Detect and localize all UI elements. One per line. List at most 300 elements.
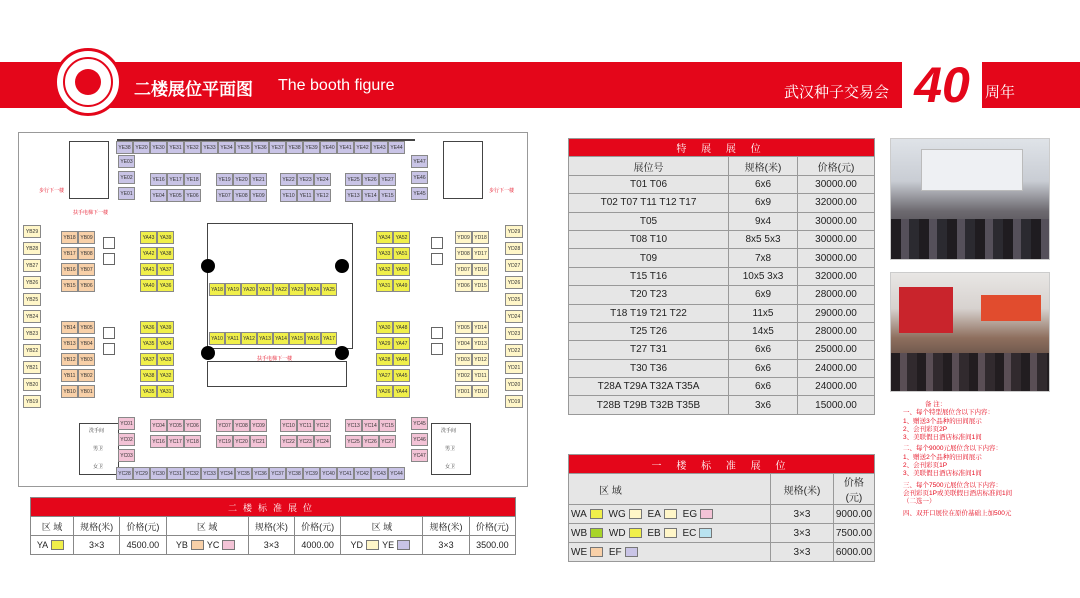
cell-price: 30000.00 — [798, 175, 875, 193]
column-block — [431, 327, 443, 339]
price-cell: 6000.00 — [833, 543, 874, 562]
booth-ye: YE46 — [411, 171, 428, 184]
booth-ya: YA12 — [241, 332, 257, 345]
ye-swatch — [397, 540, 410, 550]
booth-yd: YD10 — [472, 385, 489, 398]
note-line: 三、每个7500元展位含以下内容： — [903, 481, 1002, 489]
cell-price: 15000.00 — [798, 396, 875, 414]
stairs-left-label: 扶手电梯下一楼 — [73, 210, 109, 216]
table-row — [569, 230, 875, 248]
column-block — [431, 237, 443, 249]
booth-yc: YC12 — [314, 419, 331, 432]
booth-ye: YE20 — [233, 173, 250, 186]
booth-ye: YE38 — [116, 141, 133, 154]
page-title-cn: 二楼展位平面图 — [134, 80, 253, 99]
booth-ya: YA11 — [225, 332, 241, 345]
booth-ye: YE07 — [216, 189, 233, 202]
note-line: 1、赠送2个品种的田间展示 — [903, 453, 982, 461]
booth-ya: YA39 — [157, 231, 174, 244]
booth-yd: YD05 — [455, 321, 472, 334]
booth-yb: YB17 — [61, 247, 78, 260]
booth-ye: YE18 — [184, 173, 201, 186]
booth-ya: YA22 — [273, 283, 289, 296]
booth-yd: YD07 — [455, 263, 472, 276]
note-line: 四、双开口展位在原价基础上加500元 — [903, 509, 1012, 517]
cell-spec: 7x8 — [729, 249, 798, 267]
booth-yd: YD06 — [455, 279, 472, 292]
cell-no: T28A T29A T32A T35A — [569, 378, 729, 396]
men-room-label: 男卫 — [445, 446, 456, 452]
booth-yb: YB05 — [78, 321, 95, 334]
booth-ye: YE08 — [233, 189, 250, 202]
seed-emblem-icon — [75, 69, 101, 95]
note-line: 二、每个9000元展位含以下内容： — [903, 445, 1002, 453]
booth-ya: YA10 — [209, 332, 225, 345]
table-row — [569, 267, 875, 285]
booth-yc: YC23 — [297, 435, 314, 448]
cell-spec: 8x5 5x3 — [729, 230, 798, 248]
booth-yd: YD22 — [505, 344, 523, 357]
booth-yb: YB07 — [78, 263, 95, 276]
escalator-outline — [207, 361, 347, 387]
cell-no: T28B T29B T32B T35B — [569, 396, 729, 414]
anniversary-label: 武汉种子交易会 — [784, 84, 890, 101]
booth-ye: YE01 — [118, 187, 135, 200]
booth-ye: YC29 — [133, 467, 150, 480]
booth-ya: YA52 — [393, 231, 410, 244]
booth-yc: YC25 — [345, 435, 362, 448]
eb-swatch — [664, 528, 677, 538]
cell-price: 24000.00 — [798, 359, 875, 377]
floor-plan — [18, 132, 528, 487]
booth-yc: YC09 — [250, 419, 267, 432]
escalator-label: 扶手电梯下一楼 — [257, 356, 293, 362]
booth-yd: YD27 — [505, 259, 523, 272]
note-line: 2、会刊彩页2P — [903, 425, 948, 433]
table-title: 一 楼 标 准 展 位 — [569, 455, 875, 474]
column-block — [103, 327, 115, 339]
area-yd-ye — [341, 536, 423, 555]
booth-ya: YA46 — [393, 353, 410, 366]
booth-yb: YB10 — [61, 385, 78, 398]
special-booth-table — [568, 138, 875, 415]
booth-ye: YE21 — [250, 173, 267, 186]
booth-ya: YA32 — [157, 369, 174, 382]
washroom-left-label: 洗手间 — [89, 428, 105, 434]
booth-ye: YE36 — [252, 141, 269, 154]
booth-yc: YC17 — [167, 435, 184, 448]
cell-price: 28000.00 — [798, 322, 875, 340]
ea-swatch — [664, 509, 677, 519]
wb-swatch — [590, 528, 603, 538]
booth-ye: YE15 — [379, 189, 396, 202]
booth-yd: YD20 — [505, 378, 523, 391]
table-title: 特 展 展 位 — [569, 139, 875, 157]
booth-yd: YD15 — [472, 279, 489, 292]
booth-yc: YC24 — [314, 435, 331, 448]
booth-ye: YC30 — [150, 467, 167, 480]
col-booth-no: 展位号 — [569, 157, 729, 175]
booth-ye: YE42 — [354, 141, 371, 154]
booth-yc: YC13 — [345, 419, 362, 432]
booth-ye: YE13 — [345, 189, 362, 202]
col-spec: 规格(米) — [771, 474, 834, 505]
booth-yd: YB20 — [23, 378, 41, 391]
cell-no: T15 T16 — [569, 267, 729, 285]
pillar — [335, 346, 349, 360]
booth-ye: YE44 — [388, 141, 405, 154]
booth-ye: YE12 — [314, 189, 331, 202]
booth-yc: YC27 — [379, 435, 396, 448]
booth-ye: YE05 — [167, 189, 184, 202]
table-row — [569, 194, 875, 212]
booth-ya: YA30 — [376, 321, 393, 334]
booth-yd: YD08 — [455, 247, 472, 260]
booth-yd: YD18 — [472, 231, 489, 244]
booth-ye: YE38 — [286, 141, 303, 154]
booth-ye: YE03 — [118, 155, 135, 168]
col-price: 价格(元) — [798, 157, 875, 175]
booth-ye: YC44 — [388, 467, 405, 480]
cell-no: T09 — [569, 249, 729, 267]
cell-price: 24000.00 — [798, 378, 875, 396]
booth-yd: YD16 — [472, 263, 489, 276]
booth-yb: YB02 — [78, 369, 95, 382]
cell-spec: 6x9 — [729, 286, 798, 304]
booth-ya: YA41 — [140, 263, 157, 276]
booth-ye: YC40 — [320, 467, 337, 480]
booth-ya: YA29 — [376, 337, 393, 350]
booth-yd: YB24 — [23, 310, 41, 323]
booth-yb: YB11 — [61, 369, 78, 382]
booth-ye: YE11 — [297, 189, 314, 202]
booth-yc: YC11 — [297, 419, 314, 432]
col-price: 价格(元) — [469, 517, 515, 536]
col-spec: 规格(米) — [74, 517, 120, 536]
table-row — [569, 359, 875, 377]
booth-yd: YD11 — [472, 369, 489, 382]
booth-yb: YB08 — [78, 247, 95, 260]
booth-ye: YE43 — [371, 141, 388, 154]
booth-ye: YE31 — [167, 141, 184, 154]
area-yb-yc — [166, 536, 248, 555]
booth-ye: YE24 — [314, 173, 331, 186]
wd-swatch — [629, 528, 642, 538]
col-area: 区 域 — [31, 517, 74, 536]
note-line: 一、每个特型展位含以下内容： — [903, 409, 994, 417]
col-spec: 规格(米) — [729, 157, 798, 175]
col-price: 价格(元) — [120, 517, 166, 536]
booth-yb: YB15 — [61, 279, 78, 292]
cell-spec: 10x5 3x3 — [729, 267, 798, 285]
col-spec: 规格(米) — [423, 517, 469, 536]
ya-swatch — [51, 540, 64, 550]
booth-ye: YC36 — [252, 467, 269, 480]
booth-ya: YA17 — [321, 332, 337, 345]
price-cell: 9000.00 — [833, 505, 874, 524]
booth-ya: YA43 — [140, 231, 157, 244]
cell-price: 25000.00 — [798, 341, 875, 359]
table-row — [569, 212, 875, 230]
booth-ye: YE23 — [297, 173, 314, 186]
booth-yd: YD24 — [505, 310, 523, 323]
eg-swatch — [700, 509, 713, 519]
cell-no: T20 T23 — [569, 286, 729, 304]
booth-yc: YC22 — [280, 435, 297, 448]
cell-price: 32000.00 — [798, 267, 875, 285]
booth-ye: YE40 — [320, 141, 337, 154]
booth-ya: YA33 — [376, 247, 393, 260]
cell-no: T30 T36 — [569, 359, 729, 377]
exhibition-photo-1 — [890, 138, 1050, 260]
booth-ya: YA31 — [157, 385, 174, 398]
cell-price: 32000.00 — [798, 194, 875, 212]
booth-ya: YA31 — [376, 279, 393, 292]
area-code: EC — [682, 527, 697, 539]
ec-swatch — [699, 528, 712, 538]
cell-no: T01 T06 — [569, 175, 729, 193]
booth-yd: YD17 — [472, 247, 489, 260]
booth-ya: YA24 — [305, 283, 321, 296]
booth-yc: YC02 — [118, 433, 135, 446]
yc-swatch — [222, 540, 235, 550]
booth-yd: YD04 — [455, 337, 472, 350]
cell-no: T25 T26 — [569, 322, 729, 340]
area-code: WB — [571, 527, 588, 539]
cell-spec: 3x6 — [729, 396, 798, 414]
cell-spec: 6x6 — [729, 175, 798, 193]
anniversary-number: 40 — [902, 56, 982, 114]
booth-ye: YE47 — [411, 155, 428, 168]
price-cell: 4000.00 — [294, 536, 340, 555]
we-swatch — [590, 547, 603, 557]
booth-yc: YC19 — [216, 435, 233, 448]
cell-spec: 6x9 — [729, 194, 798, 212]
pillar — [335, 259, 349, 273]
booth-ya: YA44 — [393, 385, 410, 398]
area-code: EF — [608, 546, 622, 558]
booth-yd: YB27 — [23, 259, 41, 272]
booth-ye: YE02 — [118, 171, 135, 184]
spec-cell: 3×3 — [771, 543, 834, 562]
booth-yb: YB09 — [78, 231, 95, 244]
booth-yc: YC14 — [362, 419, 379, 432]
booth-yc: YC01 — [118, 417, 135, 430]
fair-logo — [54, 48, 122, 116]
booth-ya: YA38 — [140, 369, 157, 382]
notes-panel — [903, 401, 1063, 518]
booth-ya: YA36 — [140, 321, 157, 334]
booth-ye: YE09 — [250, 189, 267, 202]
women-room-label: 女卫 — [93, 464, 104, 470]
table-row — [569, 249, 875, 267]
booth-ya: YA38 — [157, 247, 174, 260]
booth-yd: YD14 — [472, 321, 489, 334]
cell-price: 28000.00 — [798, 286, 875, 304]
note-line: 1、赠送3个品种的田间展示 — [903, 417, 982, 425]
booth-ya: YA21 — [257, 283, 273, 296]
booth-ya: YA20 — [241, 283, 257, 296]
booth-ya: YA27 — [376, 369, 393, 382]
booth-yc: YC16 — [150, 435, 167, 448]
booth-ye: YC38 — [286, 467, 303, 480]
booth-yc: YC21 — [250, 435, 267, 448]
booth-yd: YD13 — [472, 337, 489, 350]
booth-yd: YB23 — [23, 327, 41, 340]
area-code: WA — [571, 508, 587, 520]
col-price: 价格(元) — [294, 517, 340, 536]
column-block — [431, 253, 443, 265]
notes-title: 备 注： — [925, 401, 947, 408]
booth-yc: YC04 — [150, 419, 167, 432]
booth-ye: YC33 — [201, 467, 218, 480]
booth-ye: YE14 — [362, 189, 379, 202]
column-block — [103, 237, 115, 249]
cell-spec: 9x4 — [729, 212, 798, 230]
booth-yc: YC20 — [233, 435, 250, 448]
booth-yc: YC08 — [233, 419, 250, 432]
booth-ye: YE04 — [150, 189, 167, 202]
column-block — [103, 253, 115, 265]
note-line: 3、美联假日酒店标准间1间 — [903, 470, 982, 478]
second-floor-standard-booth-table — [30, 497, 516, 555]
booth-yc: YC07 — [216, 419, 233, 432]
note-line: 会刊彩页1P或美联假日酒店标准间1间 — [903, 489, 1013, 497]
area-code: YB — [175, 539, 188, 550]
cell-price: 30000.00 — [798, 212, 875, 230]
first-floor-standard-booth-table — [568, 454, 875, 562]
table-row — [569, 396, 875, 414]
booth-ya: YA13 — [257, 332, 273, 345]
area-cell — [569, 543, 771, 562]
booth-ye: YE19 — [216, 173, 233, 186]
table-row — [569, 322, 875, 340]
booth-ya: YA40 — [140, 279, 157, 292]
booth-ye: YE26 — [362, 173, 379, 186]
booth-yd: YD29 — [505, 225, 523, 238]
table-title: 二楼标准展位 — [31, 498, 516, 517]
booth-ye: YC28 — [116, 467, 133, 480]
booth-yc: YC26 — [362, 435, 379, 448]
col-price: 价格(元) — [833, 474, 874, 505]
price-cell: 3500.00 — [469, 536, 515, 555]
booth-yd: YD23 — [505, 327, 523, 340]
booth-yb: YB03 — [78, 353, 95, 366]
area-code: WE — [571, 546, 588, 558]
booth-ye: YE39 — [303, 141, 320, 154]
table-row — [569, 175, 875, 193]
booth-yc: YC18 — [184, 435, 201, 448]
anniversary-suffix: 周年 — [985, 84, 1016, 101]
booth-yd: YB25 — [23, 293, 41, 306]
booth-yd: YD28 — [505, 242, 523, 255]
yb-swatch — [191, 540, 204, 550]
booth-ya: YA28 — [376, 353, 393, 366]
booth-ye: YC41 — [337, 467, 354, 480]
booth-ya: YA18 — [209, 283, 225, 296]
booth-ya: YA50 — [393, 263, 410, 276]
booth-ya: YA48 — [393, 321, 410, 334]
booth-ya: YA34 — [157, 337, 174, 350]
booth-ye: YE10 — [280, 189, 297, 202]
col-spec: 规格(米) — [248, 517, 294, 536]
men-room-label: 男卫 — [93, 446, 104, 452]
area-code: EA — [647, 508, 661, 520]
booth-ye: YC31 — [167, 467, 184, 480]
booth-ya: YA49 — [393, 279, 410, 292]
booth-yb: YB01 — [78, 385, 95, 398]
area-cell — [569, 505, 771, 524]
note-line: 3、美联假日酒店标准间1间 — [903, 434, 982, 442]
price-cell: 7500.00 — [833, 524, 874, 543]
booth-ya: YA15 — [289, 332, 305, 345]
cell-spec: 6x6 — [729, 341, 798, 359]
booth-ya: YA14 — [273, 332, 289, 345]
booth-ya: YA47 — [393, 337, 410, 350]
booth-ya: YA16 — [305, 332, 321, 345]
booth-ye: YC37 — [269, 467, 286, 480]
booth-ya: YA32 — [376, 263, 393, 276]
area-code: EG — [682, 508, 698, 520]
spec-cell: 3×3 — [248, 536, 294, 555]
price-cell: 4500.00 — [120, 536, 166, 555]
booth-yd: YD19 — [505, 395, 523, 408]
booth-yd: YD09 — [455, 231, 472, 244]
booth-ya: YA42 — [140, 247, 157, 260]
booth-yb: YB06 — [78, 279, 95, 292]
cell-price: 30000.00 — [798, 249, 875, 267]
col-area: 区 域 — [341, 517, 423, 536]
booth-ye: YE34 — [218, 141, 235, 154]
column-block — [103, 343, 115, 355]
booth-ya: YA26 — [376, 385, 393, 398]
area-code: EB — [647, 527, 661, 539]
cell-no: T18 T19 T21 T22 — [569, 304, 729, 322]
note-line: 2、会刊彩页1P — [903, 462, 948, 470]
col-area: 区 域 — [166, 517, 248, 536]
area-code: YA — [36, 539, 49, 550]
cell-no: T05 — [569, 212, 729, 230]
booth-yd: YB29 — [23, 225, 41, 238]
pillar — [201, 346, 215, 360]
page-title-en: The booth figure — [278, 77, 395, 94]
booth-ya: YA51 — [393, 247, 410, 260]
booth-yc: YC06 — [184, 419, 201, 432]
booth-ya: YA45 — [393, 369, 410, 382]
booth-ye: YE16 — [150, 173, 167, 186]
booth-yd: YB22 — [23, 344, 41, 357]
booth-yd: YD26 — [505, 276, 523, 289]
cell-price: 29000.00 — [798, 304, 875, 322]
booth-yb: YB04 — [78, 337, 95, 350]
booth-ya: YA39 — [157, 321, 174, 334]
col-area: 区 域 — [569, 474, 771, 505]
booth-ye: YE41 — [337, 141, 354, 154]
women-room-label: 女卫 — [445, 464, 456, 470]
booth-yd: YD01 — [455, 385, 472, 398]
booth-ye: YE32 — [184, 141, 201, 154]
cell-spec: 6x6 — [729, 378, 798, 396]
booth-yb: YB18 — [61, 231, 78, 244]
area-ya — [31, 536, 74, 555]
booth-ye: YC32 — [184, 467, 201, 480]
booth-ye: YE30 — [150, 141, 167, 154]
booth-ya: YA19 — [225, 283, 241, 296]
booth-ya: YA37 — [140, 353, 157, 366]
area-code: YD — [350, 539, 364, 550]
booth-yc: YC46 — [411, 433, 428, 446]
wg-swatch — [629, 509, 642, 519]
